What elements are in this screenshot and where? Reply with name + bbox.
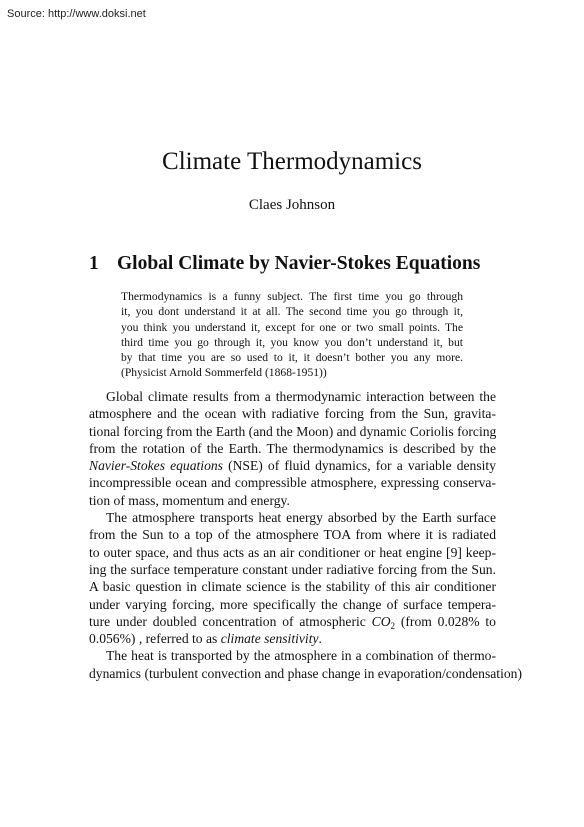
paragraph-line: tion of mass, momentum and energy.	[89, 492, 290, 508]
quote-line: it, you dont understand it at all. The second time you go through it,	[121, 305, 463, 319]
paragraph-line: A basic question in climate science is the stability of this air conditioner	[89, 579, 496, 595]
source-url: Source: http://www.doksi.net	[7, 8, 146, 20]
quote-line: third time you go through it, you know you don’t understand it, but	[121, 335, 463, 349]
paragraph-line: under varying forcing, more specifically the change of surface tempera-	[89, 596, 496, 612]
author-name: Claes Johnson	[248, 197, 336, 213]
quote-line: by that time you are so used to it, it doesn’t bother you any more.	[121, 351, 463, 365]
paragraph-line: to outer space, and thus acts as an air conditioner or heat engine [9] keep-	[89, 544, 496, 560]
paragraph-line	[89, 457, 496, 474]
paragraph-line: Global climate results from a thermodynamic interaction between the	[106, 389, 496, 404]
text-span: (NSE) of fluid dynamics, for a variable density	[222, 458, 496, 474]
paragraph-line: atmosphere and the ocean with radiative forcing from the Sun, gravita-	[89, 406, 496, 422]
paragraph-line	[89, 630, 496, 647]
body-text	[89, 388, 522, 682]
formula-subscript: 2	[390, 620, 396, 631]
paragraph-line: The heat is transported by the atmosphere in a combination of thermo-	[106, 648, 496, 664]
paragraph-line: dynamics (turbulent convection and phase change in evaporation/condensation)	[89, 665, 522, 681]
epigraph-quote	[121, 289, 463, 381]
quote-attribution: (Physicist Arnold Sommerfeld (1868-1951))	[121, 366, 327, 380]
emphasis-climate-sensitivity: climate sensitivity	[220, 631, 319, 647]
paragraph-line: The atmosphere transports heat energy absorbed by the Earth surface	[106, 510, 496, 526]
paragraph-line: from the Sun to a top of the atmosphere TOA from where it is radiated	[89, 527, 496, 543]
text-span: (from 0.028% to	[395, 613, 496, 629]
quote-line: Thermodynamics is a funny subject. The first time you go through	[121, 290, 463, 303]
text-span: ture under doubled concentration of atmospheric	[89, 613, 372, 629]
text-span: 0.056%) , referred to as	[89, 631, 221, 647]
paragraph-line: ing the surface temperature constant under radiative forcing from the Sun.	[89, 561, 496, 577]
section-title: Global Climate by Navier-Stokes Equations	[117, 253, 481, 274]
paragraph-line: tional forcing from the Earth (and the Moon) and dynamic Coriolis forcing	[89, 423, 497, 439]
section-heading	[89, 253, 480, 275]
paragraph-line	[89, 613, 496, 630]
paragraph-line: incompressible ocean and compressible atmosphere, expressing conserva-	[89, 475, 496, 491]
text-span: .	[318, 631, 322, 647]
paragraph-line: from the rotation of the Earth. The thermodynamics is described by the	[89, 440, 496, 456]
quote-line: you think you understand it, except for one or two small points. The	[121, 320, 463, 334]
formula-co2: CO	[371, 613, 391, 629]
section-number: 1	[89, 253, 99, 274]
emphasis-nse: Navier-Stokes equations	[89, 458, 223, 474]
paper-title: Climate Thermodynamics	[162, 148, 422, 175]
